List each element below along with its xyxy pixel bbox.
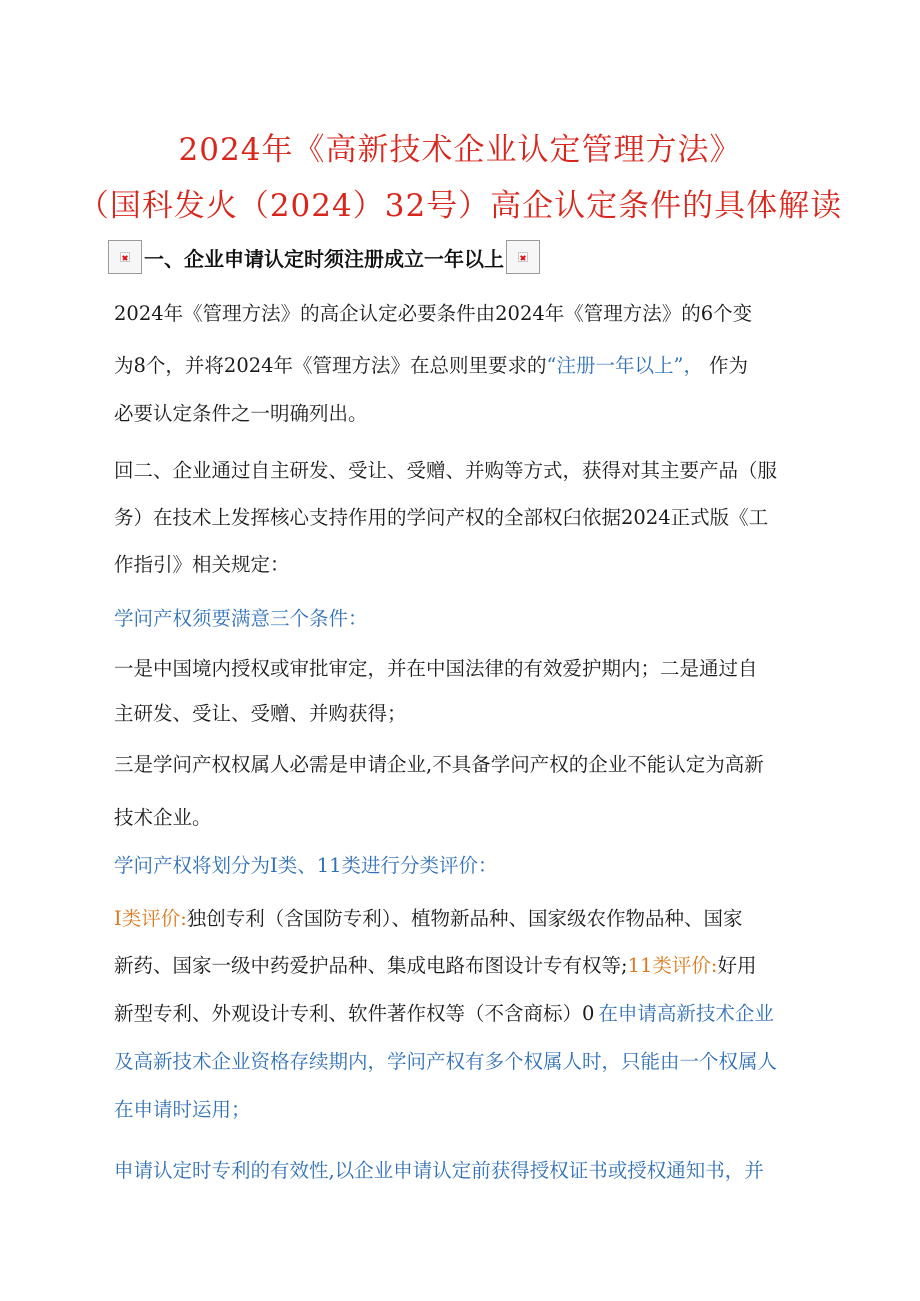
paragraph-3-line-2: 主研发、受让、受赠、并购获得； — [114, 702, 407, 725]
subheading-ip-conditions: 学问产权须要满意三个条件： — [114, 607, 368, 630]
paragraph-3-line-1: 一是中国境内授权或审批审定，并在中国法律的有效爱护期内；二是通过自 — [114, 657, 758, 680]
paragraph-2-line-3: 作指引》相关规定： — [114, 553, 290, 576]
section-heading-1 — [108, 238, 540, 276]
document-title-line-1: 2024年《高新技术企业认定管理方法》 — [178, 132, 742, 168]
text-segment: 作为 — [709, 354, 749, 377]
paragraph-5-line-4: 及高新技术企业资格存续期内，学问产权有多个权属人时，只能由一个权属人 — [114, 1050, 778, 1073]
paragraph-2-line-1: 回二、企业通过自主研发、受让、受赠、并购等方式，获得对其主要产品（服 — [114, 459, 778, 482]
text-segment: 独创专利（含国防专利）、植物新品种、国家级农作物品种、国家 — [186, 907, 743, 930]
broken-image-icon — [108, 240, 142, 274]
document-title-line-2: （国科发火（2024）32号）高企认定条件的具体解读 — [77, 188, 843, 224]
subheading-ip-classes: 学问产权将划分为Ⅰ类、11类进行分类评价： — [114, 854, 498, 877]
paragraph-5-line-3 — [114, 998, 774, 1026]
section-heading-text: 一、企业申请认定时须注册成立一年以上 — [144, 246, 504, 271]
paragraph-1-line-1: 2024年《管理方法》的高企认定必要条件由2024年《管理方法》的6个变 — [114, 302, 753, 325]
highlight-text: “注册一年以上”， — [546, 354, 703, 377]
text-segment: 为8个，并将2024年《管理方法》在总则里要求的 — [114, 354, 547, 377]
paragraph-5-line-1 — [114, 903, 743, 931]
paragraph-1-line-2 — [114, 350, 748, 378]
class-2-label: 11类评价: — [627, 954, 718, 977]
paragraph-4-line-1: 三是学问产权权属人必需是申请企业,不具备学问产权的企业不能认定为高新 — [114, 753, 764, 776]
class-1-label: Ⅰ类评价: — [114, 907, 187, 930]
paragraph-6-line-1: 申请认定时专利的有效性,以企业申请认定前获得授权证书或授权通知书，并 — [114, 1159, 764, 1182]
broken-image-icon — [506, 240, 540, 274]
paragraph-5-line-2 — [114, 950, 756, 978]
paragraph-5-line-5: 在申请时运用； — [114, 1098, 251, 1121]
text-segment: 好用 — [717, 954, 757, 977]
paragraph-1-line-3: 必要认定条件之一明确列出。 — [114, 402, 368, 425]
paragraph-2-line-2: 务）在技术上发挥核心支持作用的学问产权的全部权臼依据2024正式版《工 — [114, 506, 769, 529]
highlight-text: 在申请高新技术企业 — [598, 1002, 774, 1025]
paragraph-4-line-2: 技术企业。 — [114, 806, 212, 829]
text-segment: 新药、国家一级中药爱护品种、集成电路布图设计专有权等; — [114, 954, 628, 977]
text-segment: 新型专利、外观设计专利、软件著作权等（不含商标）0 — [114, 1002, 595, 1025]
